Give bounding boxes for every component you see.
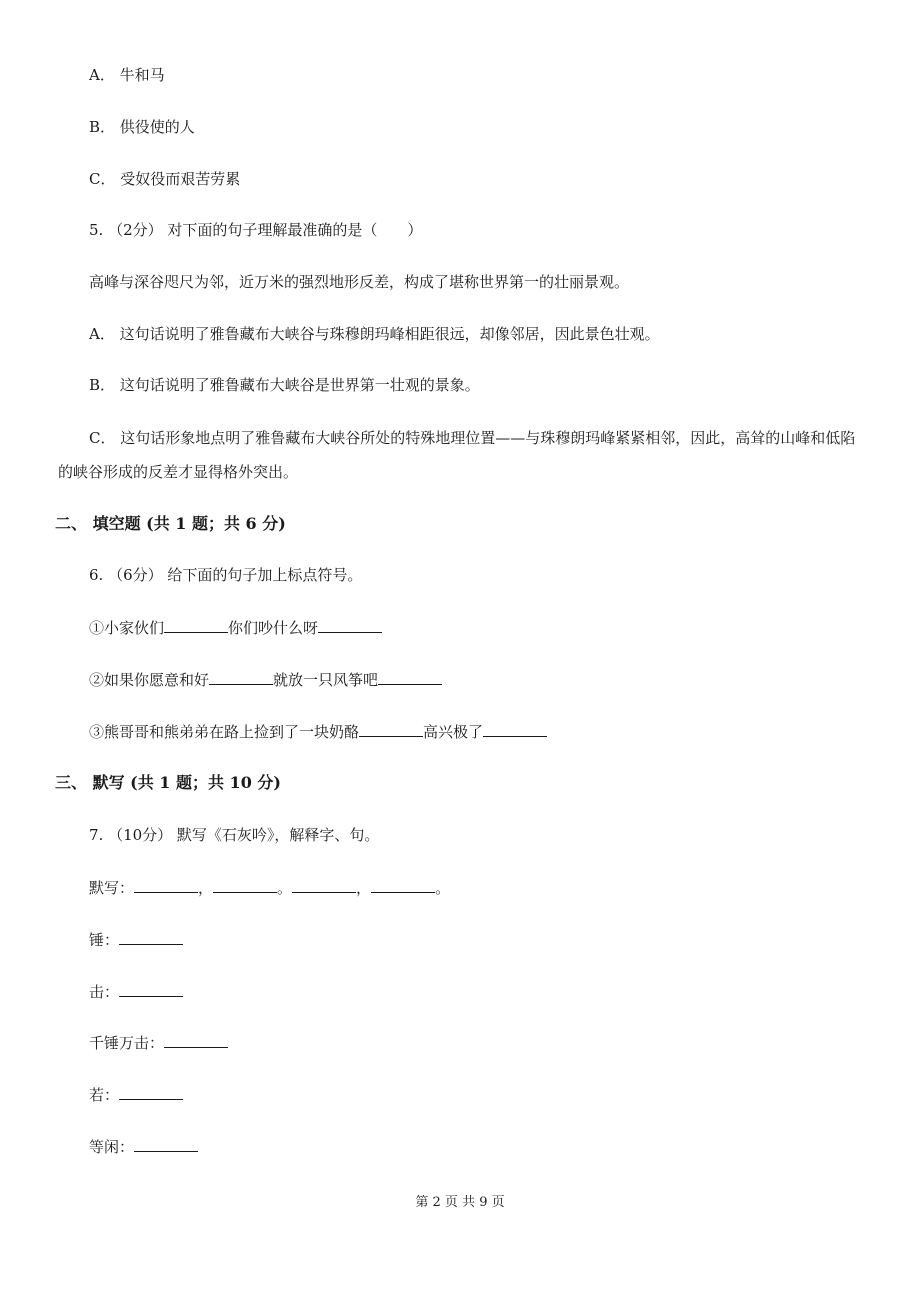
q6-item-1-text-b: 你们吵什么呀 (228, 619, 319, 637)
q6-item-2-text-b: 就放一只风筝吧 (273, 671, 379, 689)
answer-blank (134, 1136, 198, 1152)
q5-stem: 5. （2分） 对下面的句子理解最准确的是（ ） (89, 221, 423, 239)
q6-item-3 (89, 721, 547, 742)
q6-item-1-text-a: ①小家伙们 (89, 619, 165, 637)
dictation-label: 默写： (89, 879, 135, 897)
q7-ji (89, 981, 183, 1002)
ruo-label: 若： (89, 1086, 120, 1104)
chui-label: 锤： (89, 931, 120, 949)
q5-option-a: A． 这句话说明了雅鲁藏布大峡谷与珠穆朗玛峰相距很远，却像邻居，因此景色壮观。 (89, 325, 660, 343)
ji-label: 击： (89, 983, 120, 1001)
answer-blank (378, 669, 442, 685)
answer-blank (119, 1084, 183, 1100)
q6-stem: 6. （6分） 给下面的句子加上标点符号。 (89, 566, 363, 584)
q6-item-2 (89, 669, 442, 690)
q6-item-3-text-a: ③熊哥哥和熊弟弟在路上捡到了一块奶酪 (89, 723, 360, 741)
answer-blank (134, 877, 198, 893)
q7-qianchui (89, 1032, 228, 1053)
answer-blank (213, 877, 277, 893)
q6-item-3-text-b: 高兴极了 (423, 723, 484, 741)
q7-dengxian (89, 1136, 198, 1157)
page-footer: 第 2 页 共 9 页 (415, 1195, 505, 1210)
answer-blank (119, 929, 183, 945)
answer-blank (164, 1032, 228, 1048)
answer-blank (164, 617, 228, 633)
q7-dictation (89, 877, 450, 898)
q7-stem: 7. （10分） 默写《石灰吟》，解释字、句。 (89, 826, 380, 844)
q6-item-2-text-a: ②如果你愿意和好 (89, 671, 210, 689)
qianchui-label: 千锤万击： (89, 1034, 165, 1052)
comma-mark: ， (198, 879, 214, 897)
q5-sentence: 高峰与深谷咫尺为邻，近万米的强烈地形反差，构成了堪称世界第一的壮丽景观。 (89, 273, 630, 291)
q5-option-b: B． 这句话说明了雅鲁藏布大峡谷是世界第一壮观的景象。 (89, 376, 480, 394)
period-mark: 。 (435, 879, 451, 897)
q7-ruo (89, 1084, 183, 1105)
answer-blank (359, 721, 423, 737)
answer-blank (119, 981, 183, 997)
answer-blank (318, 617, 382, 633)
comma-mark: ， (356, 879, 372, 897)
q6-item-1 (89, 617, 382, 638)
answer-blank (292, 877, 356, 893)
q4-option-c: C． 受奴役而艰苦劳累 (89, 170, 241, 188)
period-mark: 。 (277, 879, 293, 897)
answer-blank (483, 721, 547, 737)
answer-blank (209, 669, 273, 685)
q4-option-b: B． 供役使的人 (89, 118, 195, 136)
section2-title: 二、 填空题 (共 1 题；共 6 分) (55, 514, 286, 533)
q7-chui (89, 929, 183, 950)
section3-title: 三、 默写 (共 1 题；共 10 分) (55, 773, 281, 792)
answer-blank (371, 877, 435, 893)
q5-option-c: C． 这句话形象地点明了雅鲁藏布大峡谷所处的特殊地理位置——与珠穆朗玛峰紧紧相邻，因此，高耸的山峰和低陷的峡谷形成的反差才显得格外突出。 (58, 429, 856, 481)
dengxian-label: 等闲： (89, 1138, 135, 1156)
q4-option-a: A． 牛和马 (89, 66, 165, 84)
